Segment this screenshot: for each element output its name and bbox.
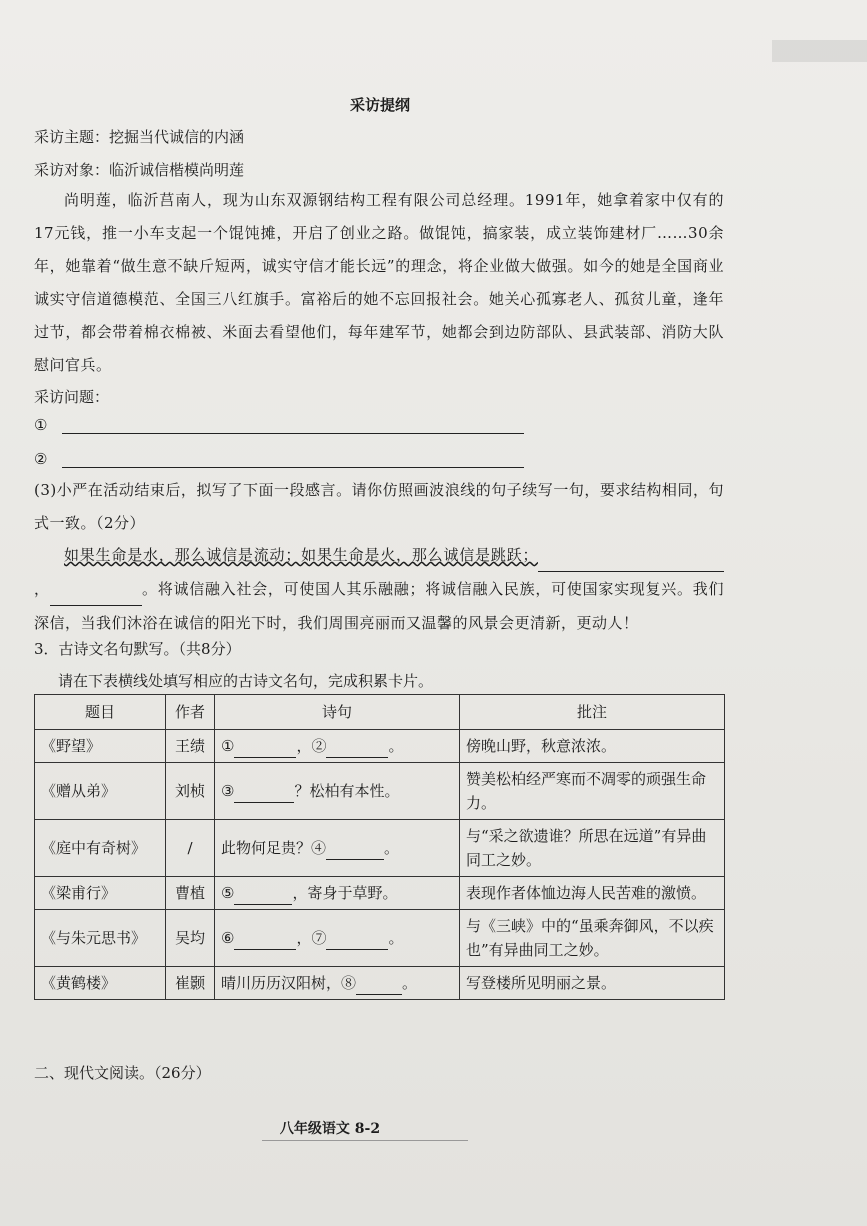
table-row bbox=[35, 763, 725, 820]
poem-title: 《梁甫行》 bbox=[35, 877, 166, 910]
poem-note: 与《三峡》中的“虽乘奔御风，不以疾也”有异曲同工之妙。 bbox=[460, 910, 725, 967]
poem-line: 晴川历历汉阳树，⑧ 。 bbox=[215, 967, 460, 1000]
question-2-mark: ② bbox=[34, 450, 48, 468]
q3-rest: 。将诚信融入社会，可使国人其乐融融；将诚信融入民族，可使国家实现复兴。我们深信，当我们沐浴在诚信的阳光下时，我们周围亮丽而又温馨的风景会更清新，更动人！ bbox=[34, 580, 724, 632]
table-row bbox=[35, 910, 725, 967]
poem-note: 赞美松柏经严寒而不凋零的顽强生命力。 bbox=[460, 763, 725, 820]
poem-author: 曹植 bbox=[166, 877, 215, 910]
poem-line: ① ，② 。 bbox=[215, 730, 460, 763]
poem-title: 《黄鹤楼》 bbox=[35, 967, 166, 1000]
poetry-card-table bbox=[34, 694, 725, 1000]
column-header-poem: 诗句 bbox=[215, 695, 460, 730]
answer-blank-4[interactable] bbox=[326, 845, 384, 860]
section-3-heading: 3．古诗文名句默写。（共8分） bbox=[34, 640, 241, 658]
question-2-row bbox=[34, 450, 524, 468]
poem-line: 此物何足贵？④ 。 bbox=[215, 820, 460, 877]
bio-paragraph: 尚明莲，临沂莒南人，现为山东双源钢结构工程有限公司总经理。1991年，她拿着家中仅有的17元钱，推一小车支起一个馄饨摊，开启了创业之路。做馄饨，搞家装，成立装饰建材厂……30余年，她靠着“做生意不缺斤短两，诚实守信才能长远”的理念，将企业做大做强。如今的她是全国商业诚实守信道德模范、全国三八红旗手。富裕后的她不忘回报社会。她关心孤寡老人、孤贫儿童，逢年过节，都会带着棉衣棉被、米面去看望他们，每年建军节，她都会到边防部队、县武装部、消防大队慰问官兵。 bbox=[34, 191, 724, 374]
poem-note: 傍晚山野，秋意浓浓。 bbox=[460, 730, 725, 763]
poem-author: 吴均 bbox=[166, 910, 215, 967]
q3-paragraph bbox=[34, 538, 724, 640]
poem-note: 与“采之欲遗谁？所思在远道”有异曲同工之妙。 bbox=[460, 820, 725, 877]
question-1-answer-line[interactable] bbox=[62, 419, 524, 434]
section-3-instruction: 请在下表横线处填写相应的古诗文名句，完成积累卡片。 bbox=[58, 672, 434, 690]
answer-blank-2[interactable] bbox=[326, 743, 388, 758]
poem-title: 《野望》 bbox=[35, 730, 166, 763]
poem-line: ⑤ ，寄身于草野。 bbox=[215, 877, 460, 910]
interview-heading: 采访提纲 bbox=[349, 96, 410, 114]
poem-author: 崔颢 bbox=[166, 967, 215, 1000]
q3-prompt: (3)小严在活动结束后，拟写了下面一段感言。请你仿照画波浪线的句子续写一句，要求结构相同，句式一致。（2分） bbox=[34, 481, 724, 532]
interview-target: 采访对象：临沂诚信楷模尚明莲 bbox=[34, 161, 245, 179]
poem-note: 写登楼所见明丽之景。 bbox=[460, 967, 725, 1000]
table-row bbox=[35, 730, 725, 763]
table-row bbox=[35, 877, 725, 910]
column-header-note: 批注 bbox=[460, 695, 725, 730]
poem-title: 《庭中有奇树》 bbox=[35, 820, 166, 877]
question-2-answer-line[interactable] bbox=[62, 453, 524, 468]
poem-title: 《与朱元思书》 bbox=[35, 910, 166, 967]
question-1-row bbox=[34, 416, 524, 434]
table-row bbox=[35, 820, 725, 877]
questions-label: 采访问题： bbox=[34, 388, 110, 406]
column-header-author: 作者 bbox=[166, 695, 215, 730]
interview-theme: 采访主题：挖掘当代诚信的内涵 bbox=[34, 128, 245, 146]
answer-blank-7[interactable] bbox=[326, 935, 388, 950]
q3-blank-1[interactable] bbox=[538, 557, 724, 572]
scan-shadow bbox=[772, 40, 867, 62]
poem-author: 刘桢 bbox=[166, 763, 215, 820]
table-row bbox=[35, 967, 725, 1000]
column-header-title: 题目 bbox=[35, 695, 166, 730]
poem-title: 《赠从弟》 bbox=[35, 763, 166, 820]
section-2-heading: 二、现代文阅读。（26分） bbox=[34, 1064, 211, 1082]
answer-blank-6[interactable] bbox=[234, 935, 296, 950]
q3-blank-2[interactable] bbox=[50, 591, 142, 606]
page-footer: 八年级语文 8-2 bbox=[279, 1121, 381, 1137]
poem-author: 王绩 bbox=[166, 730, 215, 763]
q3-wavy-sentence: 如果生命是水，那么诚信是流动；如果生命是火，那么诚信是跳跃； bbox=[64, 546, 538, 564]
poem-line: ③ ？松柏有本性。 bbox=[215, 763, 460, 820]
answer-blank-3[interactable] bbox=[234, 788, 294, 803]
answer-blank-8[interactable] bbox=[356, 980, 402, 995]
question-1-mark: ① bbox=[34, 416, 48, 434]
poem-author: / bbox=[166, 820, 215, 877]
answer-blank-1[interactable] bbox=[234, 743, 296, 758]
answer-blank-5[interactable] bbox=[234, 890, 292, 905]
poem-note: 表现作者体恤边海人民苦难的激愤。 bbox=[460, 877, 725, 910]
q3-comma: ， bbox=[34, 580, 50, 598]
footer-divider bbox=[262, 1140, 468, 1141]
poem-line: ⑥ ，⑦ 。 bbox=[215, 910, 460, 967]
table-header-row bbox=[35, 695, 725, 730]
